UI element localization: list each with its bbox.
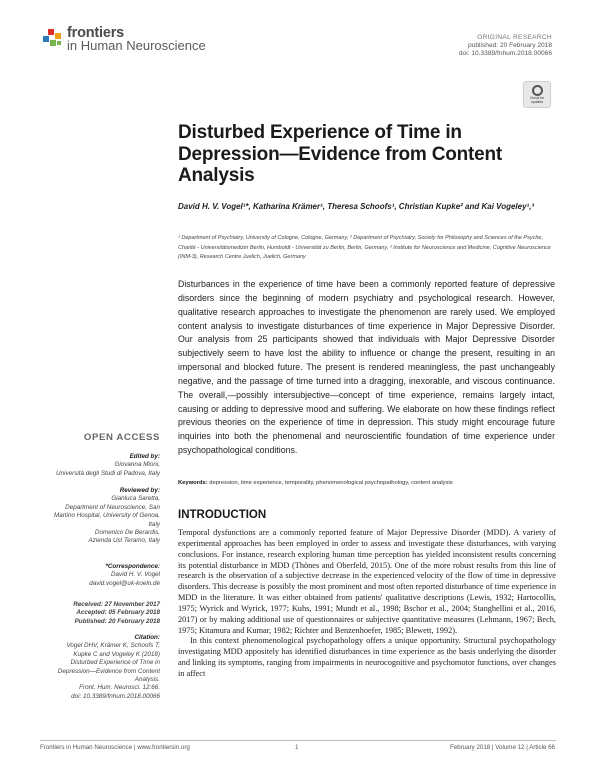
reviewer-line: Martino Hospital, University of Genoa, [53, 512, 160, 520]
reviewer-line: Department of Neuroscience, San [65, 503, 160, 511]
article-doi[interactable]: doi: 10.3389/fnhum.2018.00066 [458, 50, 552, 58]
open-access-label: OPEN ACCESS [83, 432, 160, 443]
citation-info [40, 634, 160, 701]
check-for-updates-badge[interactable] [523, 81, 551, 108]
dates-info [40, 601, 160, 626]
correspondence-info [40, 563, 160, 588]
citation-line: Kupke C and Vogeley K (2018) [73, 650, 160, 658]
article-type: ORIGINAL RESEARCH [477, 34, 552, 41]
editor-line: Giovanna Mioni, [114, 461, 160, 469]
citation-line: Vogel DHV, Krämer K, Schoofs T, [66, 642, 160, 650]
keywords-list: depression, time experience, temporality, phenomenological psychopathology, content analysis [209, 480, 453, 486]
article-meta [459, 34, 552, 59]
article-title: Disturbed Experience of Time in Depression—Evidence from Content Analysis [178, 122, 503, 186]
published-date: published: 20 February 2018 [468, 42, 552, 50]
editor-info [40, 453, 160, 478]
correspondence-name: David H. V. Vogel [111, 571, 160, 579]
footer-journal[interactable]: Frontiers in Human Neuroscience | www.frontiersin.org [40, 744, 190, 751]
update-check-icon [532, 85, 543, 96]
citation-line: Depression—Evidence from Content [57, 667, 160, 675]
editor-line: Università degli Studi di Padova, Italy [56, 469, 160, 477]
keywords-label: Keywords: [178, 480, 208, 486]
journal-logo[interactable] [42, 27, 206, 52]
footer-issue: February 2018 | Volume 12 | Article 66 [449, 744, 555, 751]
body-paragraph: Temporal dysfunctions are a commonly reported feature of Major Depressive Disorder (MDD). A variety of experimental approaches has been employed in order to assess and investigate these disturbances, with varying conclusions. For instance, research exploring human time perception has yielded inconsistent results concerning its potential disturbance in MDD (Thönes and Oberfeld, 2015). One of the more robust results from this line of research is the observation of a subjective decrease in the experienced velocity of the flow of time in depressive disorders. This decrease is possibly the most prominent and most often reported disturbance of time experience in MDD in the literature. It was either obtained from patients' qualitative descriptions (Lewis, 1932; Hartocollis, 1975; Wyrick and Wyrick, 1977; Kuhs, 1991; Mundt et al., 1998; Bschor et al., 2004; Stanghellini et al., 2016, 2017) or by making additional use of questionnaires or subjective quantitative measures (Lehmann, 1967; Bech, 1975; Kitamura and Kumar, 1982; Richter and Benzenhoefer, 1985; Blewett, 1992). [178, 528, 556, 635]
check-for-updates-label: Check for updates [529, 95, 545, 104]
published-date-side: Published: 20 February 2018 [74, 617, 160, 625]
correspondence-label: *Correspondence: [105, 563, 160, 570]
citation-line: Front. Hum. Neurosci. 12:66. [79, 684, 160, 692]
journal-name: in Human Neuroscience [67, 38, 206, 53]
introduction-heading: INTRODUCTION [178, 509, 267, 521]
introduction-body [178, 528, 556, 680]
reviewer-line: Azienda Usl Teramo, Italy [88, 537, 160, 545]
body-paragraph: In this context phenomenological psychopathology offers a unique opportunity. Structural psychopathology investigating MDD appositely has identified disturbances in time experience as the basis underlying the disorder and linking its symptoms, ranging from impairments in neurocognitive and psychomotor functions, over changes in affect [178, 636, 556, 678]
logo-wordmark: frontiers [67, 25, 125, 41]
keywords [178, 480, 558, 486]
received-date: Received: 27 November 2017 [73, 601, 160, 608]
citation-line: Analysis. [134, 676, 160, 684]
correspondence-email[interactable]: david.vogel@uk-koeln.de [89, 579, 160, 587]
reviewed-by-label: Reviewed by: [119, 487, 160, 494]
reviewer-line: Domenico De Berardis, [94, 529, 160, 537]
citation-doi[interactable]: doi: 10.3389/fnhum.2018.00066 [71, 692, 160, 700]
citation-line: Disturbed Experience of Time in [70, 659, 160, 667]
affiliations: ¹ Department of Psychiatry, University of Cologne, Cologne, Germany, ² Department of Psychiatry, Society for Philosophy and Sciences of the Psyche, Charité - Universitätsmedizin Berlin, Humboldt - Universität zu Berlin, Berlin, Germany, ³ Institute for Neuroscience and Medicine, Cognitive Neuroscience (INM-3), Research Centre Juelich, Juelich, Germany [178, 235, 551, 261]
reviewer-line: Gianluca Saretta, [111, 495, 160, 503]
reviewer-info [40, 487, 160, 546]
edited-by-label: Edited by: [129, 453, 160, 460]
page-number: 1 [295, 744, 299, 751]
reviewer-line: Italy [148, 520, 160, 528]
accepted-date: Accepted: 05 February 2018 [76, 609, 160, 617]
abstract: Disturbances in the experience of time have been a commonly reported feature of depressive disorders since the beginning of modern psychiatry and psychological research. However, qualitative research approaches to investigate the phenomenon are rarely used. We employed content analysis to investigate disturbances of time experience in Major Depressive Disorder. Our analysis from 25 participants showed that individuals with Major Depressive Disorder subjectively seem to have lost the ability to influence or change the present, resulting in an impersonal and blocked future. The present is rendered meaningless, the past unchangeably negative, and the passage of time turned into a dragging, inexorable, and viscous continuance. The overall,—possibly intersubjective—concept of time experience, remains largely intact, causing or adding to depressive mood and suffering. We elaborate on how these findings reflect previous theories on the experience of time in depression. This study might encourage future inquiries into both the phenomenal and neuroscientific foundation of time experience under psychopathological conditions. [178, 279, 555, 456]
frontiers-logo-icon [42, 28, 64, 50]
citation-label: Citation: [134, 634, 160, 641]
footer-divider [40, 740, 556, 741]
author-list[interactable]: David H. V. Vogel¹*, Katharina Krämer¹, Theresa Schoofs¹, Christian Kupke² and Kai Vogeley¹,³ [178, 202, 535, 211]
